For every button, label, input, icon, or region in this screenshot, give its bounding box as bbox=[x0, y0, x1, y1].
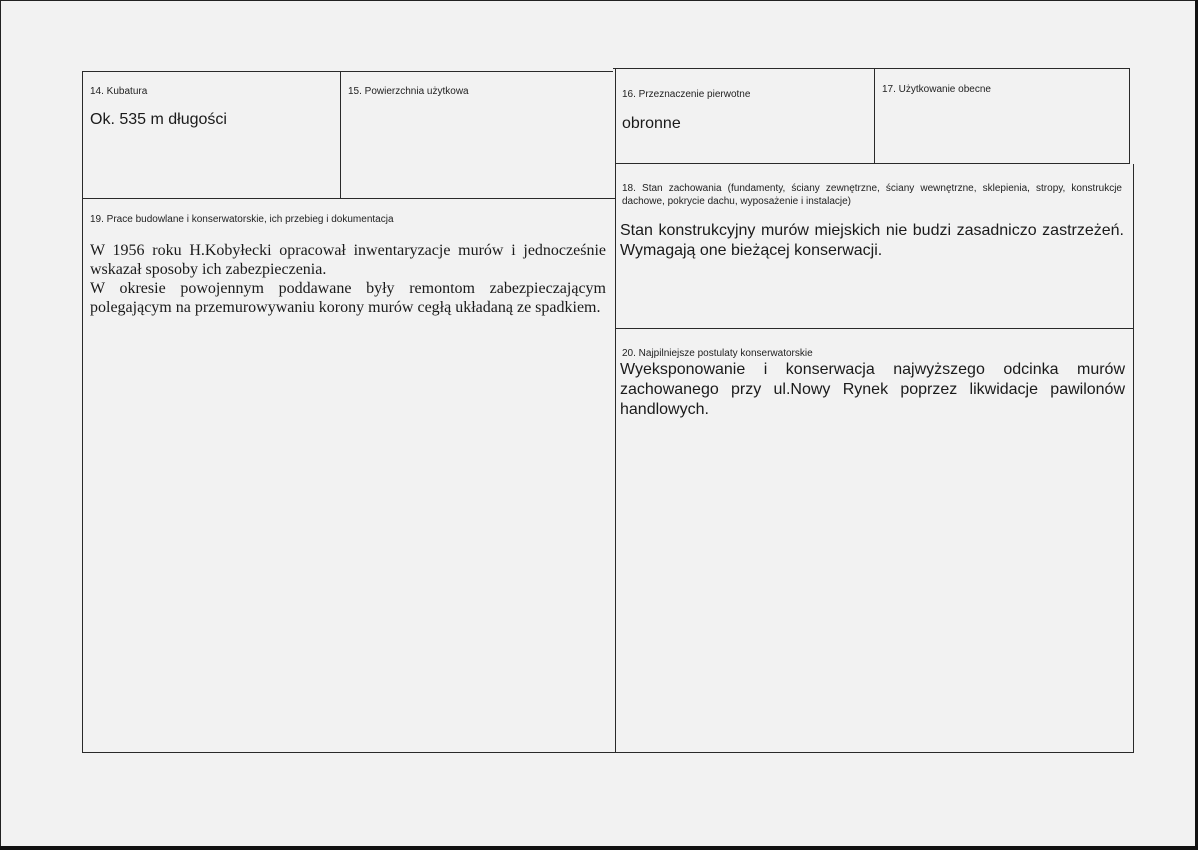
prace-budowlane-label: 19. Prace budowlane i konserwatorskie, ich przebieg i dokumentacja bbox=[90, 214, 394, 225]
kubatura-value: Ok. 535 m długości bbox=[90, 111, 227, 128]
grid-line-18-20 bbox=[615, 328, 1133, 329]
grid-line-middle bbox=[615, 68, 616, 753]
uzytkowanie-label: 17. Użytkowanie obecne bbox=[882, 84, 991, 95]
przeznaczenie-value: obronne bbox=[622, 115, 681, 132]
stan-zachowania-label: 18. Stan zachowania (fundamenty, ściany zewnętrzne, ściany wewnętrzne, sklepienia, stropy, konstrukcje dachowe, pokrycie dachu, wyposażenie i instalacje) bbox=[622, 183, 1122, 207]
powierzchnia-label: 15. Powierzchnia użytkowa bbox=[348, 86, 469, 97]
postulaty-value: Wyeksponowanie i konserwacja najwyższego odcinka murów zachowanego przy ul.Nowy Rynek poprzez likwidacje pawilonów handlowych. bbox=[620, 361, 1125, 418]
grid-line-right-upper bbox=[1129, 68, 1130, 164]
grid-line-16-18 bbox=[615, 163, 1130, 164]
postulaty-label: 20. Najpilniejsze postulaty konserwatorskie bbox=[622, 348, 813, 359]
grid-line-left bbox=[82, 71, 83, 753]
prace-budowlane-paragraph-1: W 1956 roku H.Kobyłecki opracował inwentaryzacje murów i jednocześnie wskazał sposoby ich zabezpieczenia. bbox=[90, 242, 606, 278]
prace-budowlane-paragraph-2: W okresie powojennym poddawane były remontom zabezpieczającym polegającym na przemurowywaniu korony murów cegłą układaną ze spadkiem. bbox=[90, 280, 606, 316]
prace-budowlane-text bbox=[90, 241, 606, 317]
kubatura-label: 14. Kubatura bbox=[90, 86, 148, 97]
grid-line-top-right bbox=[613, 68, 1130, 69]
grid-line-top-left bbox=[82, 71, 613, 72]
grid-line-14-15 bbox=[340, 71, 341, 198]
stan-zachowania-value: Stan konstrukcyjny murów miejskich nie budzi zasadniczo zastrzeżeń. Wymagają one bieżącej konserwacji. bbox=[620, 222, 1124, 259]
przeznaczenie-label: 16. Przeznaczenie pierwotne bbox=[622, 89, 751, 100]
grid-line-16-17 bbox=[874, 68, 875, 164]
grid-line-right-lower bbox=[1133, 164, 1134, 752]
grid-line-14-19 bbox=[82, 198, 615, 199]
grid-line-bottom bbox=[82, 752, 1134, 753]
scan-edge-bottom bbox=[0, 846, 1198, 850]
